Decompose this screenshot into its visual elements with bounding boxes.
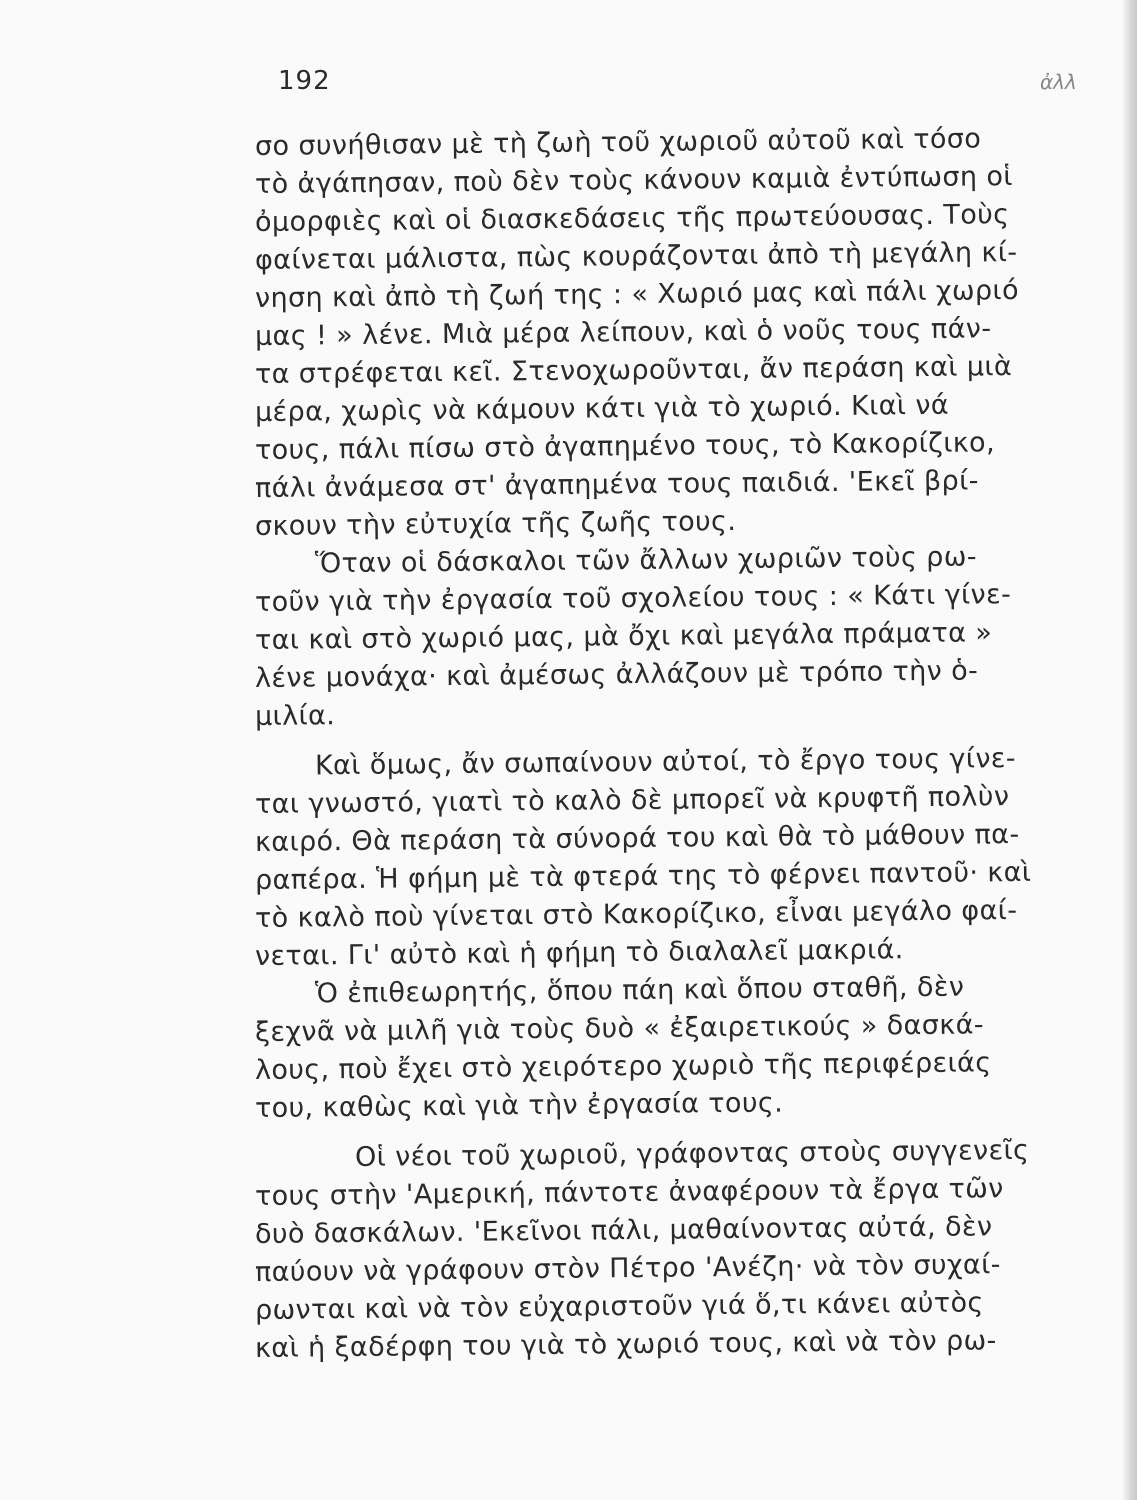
text-line: καιρό. Θὰ περάση τὰ σύνορά του καὶ θὰ τὸ μάθουν πα- — [254, 818, 1020, 858]
text-line: ραπέρα. Ἡ φήμη μὲ τὰ φτερά της τὸ φέρνει παντοῦ· καὶ — [254, 856, 1032, 896]
text-line: τὸ ἀγάπησαν, ποὺ δὲν τοὺς κάνουν καμιὰ ἐντύπωση οἱ — [254, 161, 1014, 200]
text-line: ται γνωστό, γιατὶ τὸ καλὸ δὲ μπορεῖ νὰ κρυφτῆ πολὺν — [254, 781, 1010, 820]
text-line: νηση καὶ ἀπὸ τὴ ζωή της : « Χωριό μας καὶ πάλι χωριό — [254, 275, 1020, 314]
text-line: δυὸ δασκάλων. 'Εκεῖνοι πάλι, μαθαίνοντας αὐτά, δὲν — [254, 1211, 993, 1250]
text-line: ὀμορφιὲς καὶ οἱ διασκεδάσεις τῆς πρωτεύουσας. Τοὺς — [254, 199, 1010, 238]
text-line: ρωνται καὶ νὰ τὸν εὐχαριστοῦν γιά ὅ,τι κάνει αὐτὸς — [254, 1287, 984, 1326]
text-line: μιλία. — [254, 700, 336, 732]
page-number: 192 — [278, 66, 331, 96]
text-line: καὶ ἡ ξαδέρφη του γιὰ τὸ χωριό τους, καὶ νὰ τὸν ρω- — [254, 1325, 997, 1364]
text-line: τοῦν γιὰ τὴν ἐργασία τοῦ σχολείου τους : « Κάτι γίνε- — [254, 579, 1012, 618]
text-line: τους, πάλι πίσω στὸ ἀγαπημένο τους, τὸ Κακορίζικο, — [254, 427, 996, 466]
paragraph-start-line: Καὶ ὅμως, ἄν σωπαίνουν αὐτοί, τὸ ἔργο τους γίνε- — [314, 743, 1017, 782]
text-line: λένε μονάχα· καὶ ἀμέσως ἀλλάζουν μὲ τρόπο τὴν ὁ- — [254, 655, 979, 694]
text-line: τὸ καλὸ ποὺ γίνεται στὸ Κακορίζικο, εἶναι μεγάλο φαί- — [254, 895, 1018, 934]
text-line: μέρα, χωρὶς νὰ κάμουν κάτι γιὰ τὸ χωριό. Κιαὶ νά — [254, 389, 950, 428]
text-line: πάλι ἀνάμεσα στ' ἀγαπημένα τους παιδιά. 'Εκεῖ βρί- — [254, 465, 979, 504]
text-line: μας ! » λένε. Μιὰ μέρα λείπουν, καὶ ὁ νοῦς τους πάν- — [254, 313, 992, 352]
text-line: τα στρέφεται κεῖ. Στενοχωροῦνται, ἄν περάση καὶ μιὰ — [254, 351, 1013, 390]
paragraph-start-line: Ὁ ἐπιθεωρητής, ὅπου πάη καὶ ὅπου σταθῆ, δὲν — [314, 971, 965, 1010]
text-line: νεται. Γι' αὐτὸ καὶ ἡ φήμη τὸ διαλαλεῖ μακριά. — [254, 934, 904, 972]
text-line: σκουν τὴν εὐτυχία τῆς ζωῆς τους. — [254, 505, 737, 542]
margin-mark: ἀλλ — [1040, 70, 1077, 94]
paragraph-start-line: Οἱ νέοι τοῦ χωριοῦ, γράφοντας στοὺς συγγενεῖς — [354, 1134, 1030, 1173]
text-line: φαίνεται μάλιστα, πὼς κουράζονται ἀπὸ τὴ μεγάλη κί- — [254, 237, 1018, 276]
text-line: τους στὴν 'Αμερική, πάντοτε ἀναφέρουν τὰ ἔργα τῶν — [254, 1173, 1004, 1212]
page-edge — [1123, 0, 1137, 1500]
text-line: σο συνήθισαν μὲ τὴ ζωὴ τοῦ χωριοῦ αὐτοῦ καὶ τόσο — [254, 123, 982, 162]
paragraph-start-line: Ὅταν οἱ δάσκαλοι τῶν ἄλλων χωριῶν τοὺς ρω- — [314, 541, 978, 580]
text-line: ται καὶ στὸ χωριό μας, μὰ ὄχι καὶ μεγάλα πράματα » — [254, 617, 993, 656]
body-text — [254, 123, 1067, 1368]
text-line: λους, ποὺ ἔχει στὸ χειρότερο χωριὸ τῆς περιφέρειάς — [254, 1047, 992, 1086]
text-line: ξεχνᾶ νὰ μιλῆ γιὰ τοὺς δυὸ « ἐξαιρετικούς » δασκά- — [254, 1009, 985, 1048]
text-line: του, καθὼς καὶ γιὰ τὴν ἐργασία τους. — [254, 1087, 784, 1124]
text-line: παύουν νὰ γράφουν στὸν Πέτρο 'Ανέζη· νὰ τὸν συχαί- — [254, 1249, 1001, 1288]
